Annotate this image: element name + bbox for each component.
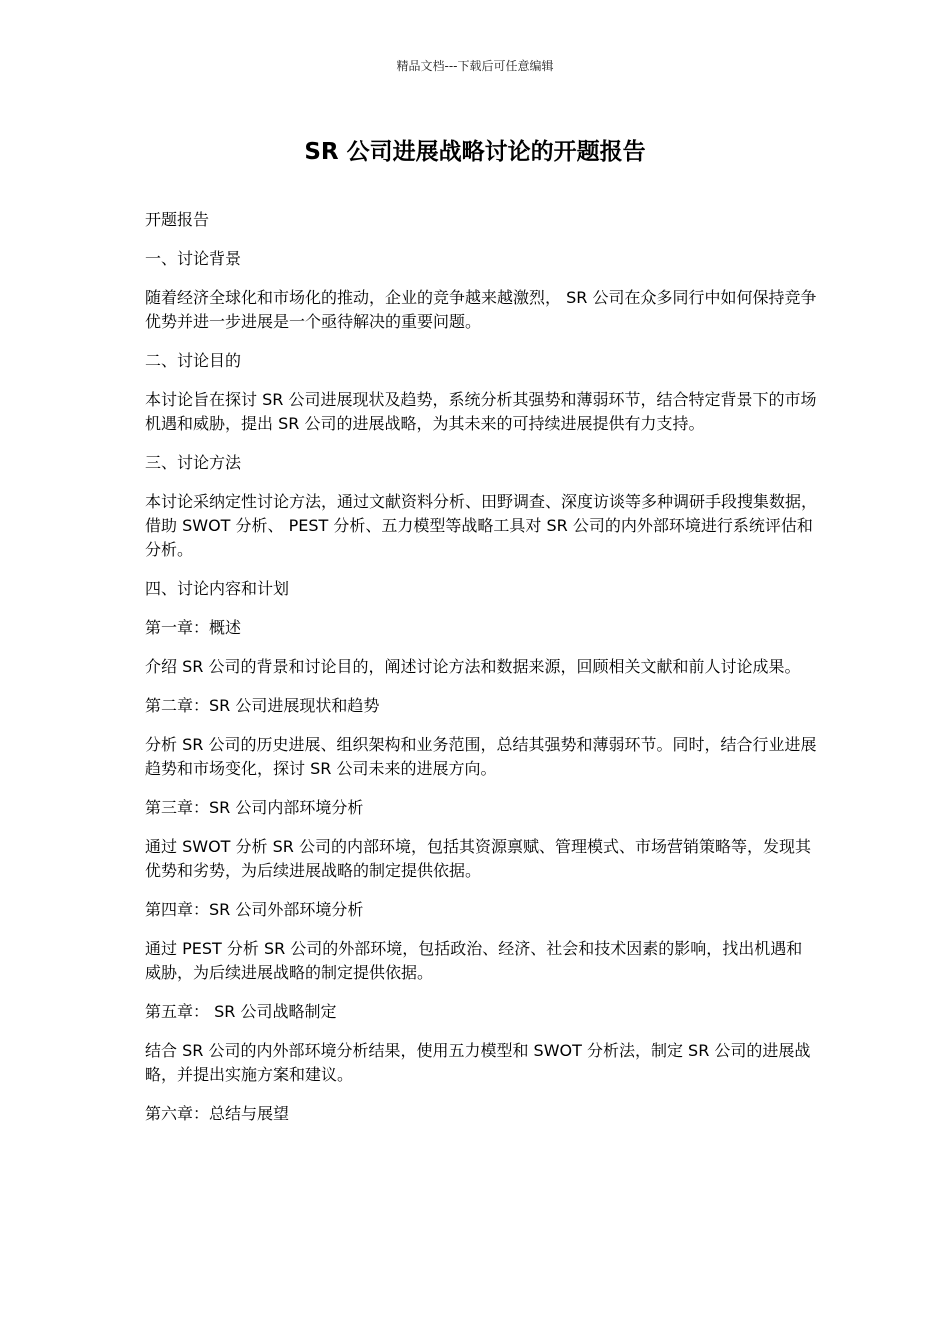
chapter-5-paragraph: 结合 SR 公司的内外部环境分析结果，使用五力模型和 SWOT 分析法，制定 SR 公司的进展战略，并提出实施方案和建议。 bbox=[145, 1041, 811, 1084]
chapter-4-heading: 第四章：SR 公司外部环境分析 bbox=[145, 900, 364, 919]
paragraph-purpose: 本讨论旨在探讨 SR 公司进展现状及趋势，系统分析其强势和薄弱环节，结合特定背景下的市场机遇和威胁，提出 SR 公司的进展战略，为其未来的可持续进展提供有力支持。 bbox=[145, 390, 817, 433]
paragraph-background: 随着经济全球化和市场化的推动，企业的竞争越来越激烈， SR 公司在众多同行中如何保持竞争优势并进一步进展是一个亟待解决的重要问题。 bbox=[145, 288, 817, 331]
paragraph-method: 本讨论采纳定性讨论方法，通过文献资料分析、田野调查、深度访谈等多种调研手段搜集数据，借助 SWOT 分析、 PEST 分析、五力模型等战略工具对 SR 公司的内外部环境进行系统评估和分析。 bbox=[145, 492, 818, 559]
heading-purpose: 二、讨论目的 bbox=[145, 351, 242, 370]
chapter-6-heading: 第六章：总结与展望 bbox=[145, 1104, 290, 1123]
chapter-4-paragraph: 通过 PEST 分析 SR 公司的外部环境，包括政治、经济、社会和技术因素的影响，找出机遇和威胁，为后续进展战略的制定提供依据。 bbox=[145, 939, 803, 982]
chapter-3-paragraph: 通过 SWOT 分析 SR 公司的内部环境，包括其资源禀赋、管理模式、市场营销策略等，发现其优势和劣势，为后续进展战略的制定提供依据。 bbox=[145, 837, 811, 880]
heading-method: 三、讨论方法 bbox=[145, 453, 242, 472]
document-body bbox=[145, 208, 817, 1141]
header-note: 精品文档---下载后可任意编辑 bbox=[396, 59, 554, 73]
section-label-report: 开题报告 bbox=[145, 210, 210, 229]
chapter-3-heading: 第三章：SR 公司内部环境分析 bbox=[145, 798, 364, 817]
heading-background: 一、讨论背景 bbox=[145, 249, 242, 268]
chapter-1-paragraph: 介绍 SR 公司的背景和讨论目的，阐述讨论方法和数据来源，回顾相关文献和前人讨论成果。 bbox=[145, 657, 801, 676]
chapter-2-heading: 第二章：SR 公司进展现状和趋势 bbox=[145, 696, 380, 715]
chapter-5-heading: 第五章： SR 公司战略制定 bbox=[145, 1002, 337, 1021]
document-title: SR 公司进展战略讨论的开题报告 bbox=[304, 139, 646, 165]
heading-content-plan: 四、讨论内容和计划 bbox=[145, 579, 290, 598]
chapter-2-paragraph: 分析 SR 公司的历史进展、组织架构和业务范围，总结其强势和薄弱环节。同时，结合行业进展趋势和市场变化，探讨 SR 公司未来的进展方向。 bbox=[145, 735, 817, 778]
chapter-1-heading: 第一章：概述 bbox=[145, 618, 242, 637]
